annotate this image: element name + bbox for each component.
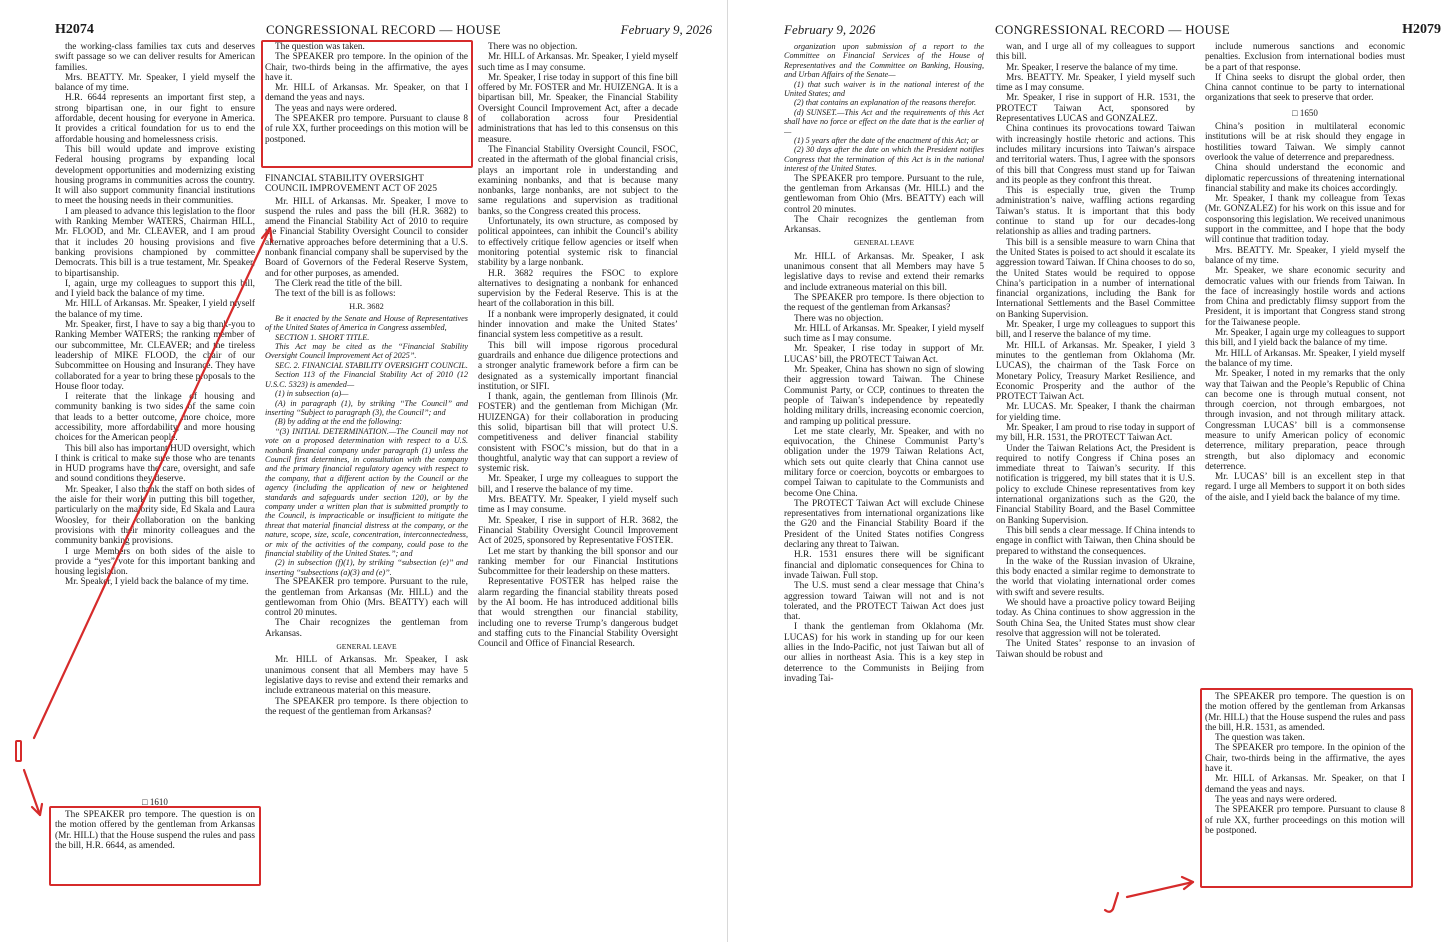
paragraph: (1) that such waiver is in the national interest of the United States; and bbox=[784, 79, 984, 99]
bill-number: H.R. 3682 bbox=[349, 301, 384, 311]
paragraph: The Financial Stability Oversight Council, FSOC, created in the aftermath of the global financial crisis, plays an important role in understanding and examining nonbanks, and that is because many nonbanks, large nonbanks, are not subject to the same regulations and supervision as traditional banks, so the Congress created this process. bbox=[478, 144, 678, 217]
header-date: February 9, 2026 bbox=[784, 22, 876, 37]
left-col-3 bbox=[478, 42, 678, 882]
page-number: H2079 bbox=[1402, 22, 1441, 37]
paragraph: This bill also has important HUD oversight, which I think is critical to make sure those who are tenants in HUD programs have the care, oversight, and safe and sound conditions they deserve. bbox=[55, 443, 255, 485]
paragraph: H.R. 3682 requires the FSOC to explore alternatives to designating a nonbank for enhanced supervision by the Federal Reserve. This is at the heart of the collaboration in this bill. bbox=[478, 268, 678, 310]
paragraph: Be it enacted by the Senate and House of Representatives of the United States of America in Congress assembled, bbox=[265, 313, 468, 333]
paragraph: Let me state clearly, Mr. Speaker, and with no equivocation, the Chinese Communist Party’s obligation under the 1979 Taiwan Relations Act, which sets out quite clearly that China cannot use military force or coercion, boycotts or embargoes to compel Taiwan to capitulate to the Communists and become One China. bbox=[784, 426, 984, 499]
paragraph: (2) that contains an explanation of the reasons therefor. bbox=[794, 98, 976, 108]
paragraph: China continues its provocations toward Taiwan with increasingly hostile rhetoric and actions. This includes military incursions into Taiwan’s airspace and territorial waters. Thus, I agree with the sponsors of this bill that Congress must stand up for Taiwan and its people as they confront this threat. bbox=[996, 124, 1195, 186]
paragraph: China’s position in multilateral economic institutions will be at risk should they engage in hostilities toward Taiwan. We simply cannot overlook the value of deterrence and preparedness. bbox=[1205, 122, 1405, 163]
paragraph: I thank the gentleman from Oklahoma (Mr. LUCAS) for his work in standing up for our keen allies in the Indo-Pacific, not just Taiwan but all of our allies in northeast Asia. This is a key step in deterrence to the Communists in Beijing from invading Tai- bbox=[784, 622, 984, 684]
time-marker: □ 1650 bbox=[1292, 107, 1318, 118]
paragraph: This bill would update and improve existing Federal housing programs by expanding local development opportunities and modernizing existing housing programs in communities across the country. It will also support community financial institutions to meet the housing needs in their communities. bbox=[55, 144, 255, 207]
right-col-3 bbox=[1205, 42, 1405, 687]
paragraph: The Chair recognizes the gentleman from Arkansas. bbox=[784, 214, 984, 236]
paragraph: The text of the bill is as follows: bbox=[275, 289, 396, 300]
paragraph: The SPEAKER pro tempore. In the opinion of the Chair, two-thirds being in the affirmative, the ayes have it. bbox=[265, 52, 468, 83]
paragraph: The U.S. must send a clear message that China’s aggression toward Taiwan will not and is not tolerated, and the PROTECT Taiwan Act does just that. bbox=[784, 581, 984, 623]
paragraph: Mr. Speaker, I rise in support of H.R. 1531, the PROTECT Taiwan Act, sponsored by Representatives LUCAS and GONZALEZ. bbox=[996, 93, 1195, 125]
paragraph: The PROTECT Taiwan Act will exclude Chinese representatives from international organizations like the G20 and the Financial Stability Board if the President of the United States notifies Congress declaring any threat to Taiwan. bbox=[784, 498, 984, 551]
paragraph: This is especially true, given the Trump administration’s naive, waffling actions regarding Taiwan’s status. It is important that this body continue to stand up for our decades-long relationship as allies and trading partners. bbox=[996, 186, 1195, 238]
page-number: H2074 bbox=[55, 22, 94, 37]
paragraph: Let me start by thanking the bill sponsor and our ranking member for our Financial Institutions Subcommittee for their leadership on these matters. bbox=[478, 546, 678, 578]
paragraph: I, again, urge my colleagues to support this bill, and I yield back the balance of my time. bbox=[55, 278, 255, 300]
paragraph: (2) 30 days after the date on which the President notifies Congress that the termination of this Act is in the national interest of the United States. bbox=[784, 145, 984, 174]
right-col-1 bbox=[784, 42, 984, 892]
paragraph: The SPEAKER pro tempore. Pursuant to the rule, the gentleman from Arkansas (Mr. HILL) and the gentlewoman from Ohio (Mrs. BEATTY) each will control 20 minutes. bbox=[265, 577, 468, 619]
paragraph: the working-class families tax cuts and deserves swift passage so we can deliver results for American families. bbox=[55, 42, 255, 73]
left-col-1 bbox=[55, 42, 255, 794]
paragraph: Mr. HILL of Arkansas. Mr. Speaker, on that I demand the yeas and nays. bbox=[1205, 774, 1405, 795]
paragraph: Mr. HILL of Arkansas. Mr. Speaker, I ask unanimous consent that all Members may have 5 legislative days to revise and extend their remarks and include extraneous material on this bill. bbox=[784, 251, 984, 293]
right-col-3-body bbox=[1205, 42, 1405, 104]
page-header bbox=[55, 22, 712, 40]
header-date: February 9, 2026 bbox=[620, 22, 712, 37]
paragraph: Mr. Speaker, first, I have to say a big thank-you to Ranking Member WATERS; the ranking member of our subcommittee, Mr. CLEAVER; and the tireless leadership of MIKE FLOOD, the chair of our Subcommittee on Housing and Insurance. They have collaborated for a year to bring these proposals to the House floor today. bbox=[55, 320, 255, 392]
paragraph: Mr. LUCAS. Mr. Speaker, I thank the chairman for yielding time. bbox=[996, 402, 1195, 423]
right-col-2 bbox=[996, 42, 1195, 892]
paragraph: Unfortunately, its own structure, as composed by political appointees, can inhibit the Council’s ability to effectively critique fellow agencies or itself when monitoring potential systemic risk to financial stability by a large nonbank. bbox=[478, 217, 678, 269]
paragraph: The United States’ response to an invasion of Taiwan should be robust and bbox=[996, 639, 1195, 660]
paragraph: The SPEAKER pro tempore. The question is on the motion offered by the gentleman from Arkansas (Mr. HILL) that the House suspend the rules and pass the bill, H.R. 6644, as amended. bbox=[55, 810, 255, 851]
paragraph: Mr. Speaker, I reserve the balance of my time. bbox=[1006, 62, 1178, 73]
paragraph: In the wake of the Russian invasion of Ukraine, this body enacted a similar regime to demonstrate to the world that violating international order comes with swift and severe results. bbox=[996, 556, 1195, 598]
paragraph: If a nonbank were improperly designated, it could hinder innovation and make the United States’ financial system less competitive as a result. bbox=[478, 309, 678, 341]
paragraph: I am pleased to advance this legislation to the floor with Ranking Member WATERS, Chairman HILL, Mr. FLOOD, and Mr. CLEAVER, and I am proud that it includes 20 housing provisions and five banking provisions championed by committee Democrats. This bill is a true testament, Mr. Speaker, to bipartisanship. bbox=[55, 206, 255, 279]
paragraph: China should understand the economic and diplomatic repercussions of threatening international financial stability and make its choices accordingly. bbox=[1205, 163, 1405, 194]
paragraph: include numerous sanctions and economic penalties. Exclusion from international bodies must be a part of that response. bbox=[1205, 42, 1405, 73]
paragraph: This bill sends a clear message. If China intends to engage in conflict with Taiwan, then China should be prepared to withstand the consequences. bbox=[996, 525, 1195, 557]
paragraph: Mr. Speaker, I am proud to rise today in support of my bill, H.R. 1531, the PROTECT Taiwan Act. bbox=[996, 422, 1195, 444]
paragraph: There was no objection. bbox=[488, 42, 578, 52]
paragraph: Mr. HILL of Arkansas. Mr. Speaker, I yield 3 minutes to the gentleman from Oklahoma (Mr. LUCAS), the chairman of the Task Force on Monetary Policy, Treasury Market Resilience, and Economic Prosperity and the author of the PROTECT Taiwan Act. bbox=[996, 340, 1195, 403]
paragraph: (A) in paragraph (1), by striking ‘‘The Council’’ and inserting ‘‘Subject to paragraph (3), the Council’’; and bbox=[265, 398, 468, 417]
paragraph: Mr. HILL of Arkansas. Mr. Speaker, I yield myself the balance of my time. bbox=[55, 299, 255, 320]
paragraph: The question was taken. bbox=[1215, 733, 1305, 744]
paragraph: I thank, again, the gentleman from Illinois (Mr. FOSTER) and the gentleman from Michigan (Mr. HUIZENGA) for their collaboration in producing this solid, bipartisan bill that will protect U.S. competitiveness and deliver financial stability consistent with FSOC’s mission, but do that in a thoughtful, analytic way that can support a review of systemic risk. bbox=[478, 392, 678, 475]
paragraph: Mr. Speaker, China has shown no sign of slowing their aggression toward Taiwan. The Chinese Communist Party, or CCP, continues to threaten the people of Taiwan’s independence by repeatedly holding military drills, increasing economic coercion, and ramping up political pressure. bbox=[784, 365, 984, 427]
paragraph: organization upon submission of a report to the Committee on Financial Services of the House of Representatives and the Committee on Banking, Housing, and Urban Affairs of the Senate— bbox=[784, 42, 984, 80]
paragraph: SECTION 1. SHORT TITLE. bbox=[275, 332, 370, 342]
general-leave-heading: GENERAL LEAVE bbox=[336, 642, 397, 652]
paragraph: wan, and I urge all of my colleagues to support this bill. bbox=[996, 42, 1195, 63]
paragraph: Mr. HILL of Arkansas. Mr. Speaker, on that I demand the yeas and nays. bbox=[265, 83, 468, 104]
paragraph: This bill is a sensible measure to warn China that the United States is poised to act should it escalate its aggression toward Taiwan. If China chooses to do so, the United States would be required to oppose China’s participation in a number of international financial organizations, including the Bank for International Settlements and the Basel Committee on Banking Supervision. bbox=[996, 237, 1195, 320]
right-col-1-body bbox=[784, 174, 984, 236]
paragraph: Mr. HILL of Arkansas. Mr. Speaker, I yield myself such time as I may consume. bbox=[478, 52, 678, 73]
paragraph: SEC. 2. FINANCIAL STABILITY OVERSIGHT COUNCIL. bbox=[275, 360, 468, 370]
paragraph: Mr. Speaker, I rise today in support of Mr. LUCAS’ bill, the PROTECT Taiwan Act. bbox=[784, 344, 984, 365]
left-col-2 bbox=[265, 168, 468, 888]
paragraph: (d) SUNSET.—This Act and the requirements of this Act shall have no force or effect on the date that is the earlier of— bbox=[784, 107, 984, 136]
paragraph: Mrs. BEATTY. Mr. Speaker, I yield myself such time as I may consume. bbox=[478, 495, 678, 516]
paragraph: This Act may be cited as the ‘‘Financial Stability Oversight Council Improvement Act of 2025’’. bbox=[265, 342, 468, 361]
paragraph: We should have a proactive policy toward Beijing today. As China continues to show aggression in the South China Sea, the United States must show clear resolve that aggression will not be tolerated. bbox=[996, 598, 1195, 639]
paragraph: The Clerk read the title of the bill. bbox=[275, 278, 403, 289]
paragraph: Mr. Speaker, we share economic security and democratic values with our friends from Taiwan. In the face of increasingly hostile words and actions from China and predictably flimsy support from the President, it is important that Congress stand strong for the Taiwanese people. bbox=[1205, 266, 1405, 328]
paragraph: Under the Taiwan Relations Act, the President is required to notify Congress if China poses an immediate threat to Taiwan’s security. If this notification is triggered, my bill states that it is U.S. policy to exclude Chinese representatives from key international organizations such as the G20, the Financial Stability Board, and the Basel Committee on Banking Supervision. bbox=[996, 443, 1195, 526]
paragraph: Mr. HILL of Arkansas. Mr. Speaker, I yield myself such time as I may consume. bbox=[784, 323, 984, 345]
paragraph: Mr. Speaker, I noted in my remarks that the only way that Taiwan and the People’s Republic of China can become one is through mutual consent, not through coercion, not through embargoes, not through invasion, and not through military attack. Congressman LUCAS’ bill is a commonsense measure to unify American policy of economic deterrence, military preparation, peace through strength, but also diplomacy and economic deterrence. bbox=[1205, 369, 1405, 472]
header-title: CONGRESSIONAL RECORD — HOUSE bbox=[265, 22, 502, 37]
paragraph: The SPEAKER pro tempore. Pursuant to the rule, the gentleman from Arkansas (Mr. HILL) and the gentlewoman from Ohio (Mrs. BEATTY) each will control 20 minutes. bbox=[784, 173, 984, 215]
paragraph: (B) by adding at the end the following: bbox=[275, 417, 403, 427]
paragraph: The SPEAKER pro tempore. Is there objection to the request of the gentleman from Arkansas? bbox=[784, 292, 984, 314]
paragraph: ‘‘(3) INITIAL DETERMINATION.—The Council may not vote on a proposed determination with respect to a U.S. nonbank financial company under paragraph (1) unless the Council first determines, in consultation with the company and the primary financial regulatory agency with respect to the company, that a different action by the Council or the agency (including the application of new or heightened standards and safeguards under section 120), or by the company under a written plan that is submitted promptly to the Council, is impracticable or insufficient to mitigate the threat that material financial distress at the company, or the nature, scope, size, scale, concentration, interconnectedness, or mix of the activities of the company, could pose to the financial stability of the United States.’’; and bbox=[265, 426, 468, 559]
paragraph: Mr. Speaker, I rise today in support of this fine bill offered by Mr. FOSTER and Mr. HUIZENGA. It is a bipartisan bill, Mr. Speaker, the Financial Stability Oversight Council Improvement Act, after a decade of collaboration across four Presidential administrations that has led to this consensus on this measure. bbox=[478, 72, 678, 145]
highlight-box-hr6644-vote bbox=[261, 40, 473, 168]
paragraph: I urge Members on both sides of the aisle to provide a “yes” vote for this important banking and housing legislation. bbox=[55, 546, 255, 578]
paragraph: Section 113 of the Financial Stability Act of 2010 (12 U.S.C. 5323) is amended— bbox=[265, 370, 468, 389]
paragraph: Mr. Speaker, I rise in support of H.R. 3682, the Financial Stability Oversight Council Improvement Act of 2025, sponsored by Representative FOSTER. bbox=[478, 515, 678, 547]
general-leave-heading: GENERAL LEAVE bbox=[853, 238, 915, 248]
bill-text bbox=[784, 42, 984, 174]
paragraph: The SPEAKER pro tempore. The question is on the motion offered by the gentleman from Arkansas (Mr. HILL) that the House suspend the rules and pass the bill, H.R. 1531, as amended. bbox=[1205, 692, 1405, 733]
paragraph: H.R. 1531 ensures there will be significant financial and diplomatic consequences for China to invade Taiwan. Full stop. bbox=[784, 550, 984, 581]
paragraph: (1) in subsection (a)— bbox=[275, 389, 349, 399]
right-col-3-body-b bbox=[1205, 122, 1405, 503]
paragraph: Mr. HILL of Arkansas. Mr. Speaker, I ask unanimous consent that all Members may have 5 legislative days to revise and extend their remarks and include extraneous material on this measure. bbox=[265, 655, 468, 697]
paragraph: This bill will impose rigorous procedural guardrails and enhance due diligence protections and a stronger analytic framework before a firm can be designated as a systemically important financial institution, or SIFI. bbox=[478, 340, 678, 392]
paragraph: Mr. Speaker, I urge my colleagues to support this bill, and I reserve the balance of my time. bbox=[996, 320, 1195, 341]
paragraph: The yeas and nays were ordered. bbox=[1215, 794, 1337, 805]
left-col-2-body bbox=[265, 197, 468, 300]
left-col-2-tail-2 bbox=[265, 655, 468, 717]
time-marker: □ 1610 bbox=[142, 797, 168, 807]
paragraph: Mr. Speaker, I yield back the balance of my time. bbox=[65, 577, 249, 588]
highlight-box-hr1531 bbox=[1200, 688, 1413, 888]
paragraph: The Chair recognizes the gentleman from Arkansas. bbox=[265, 618, 468, 639]
bill-text bbox=[265, 314, 468, 577]
section-heading: FINANCIAL STABILITY OVERSIGHT COUNCIL IMPROVEMENT ACT OF 2025 bbox=[265, 173, 437, 195]
left-col-2-tail bbox=[265, 577, 468, 639]
paragraph: The yeas and nays were ordered. bbox=[275, 103, 397, 114]
paragraph: Mrs. BEATTY. Mr. Speaker, I yield myself the balance of my time. bbox=[55, 72, 255, 94]
paragraph: The SPEAKER pro tempore. In the opinion of the Chair, two-thirds being in the affirmative, the ayes have it. bbox=[1205, 743, 1405, 775]
paragraph: H.R. 6644 represents an important first step, a strong bipartisan one, in our fight to ensure affordable, decent housing for everyone in America. It provides a critical foundation for us to end the affordable housing and homelessness crisis. bbox=[55, 93, 255, 145]
header-title: CONGRESSIONAL RECORD — HOUSE bbox=[994, 22, 1231, 37]
paragraph: The question was taken. bbox=[275, 42, 365, 52]
page-header bbox=[784, 22, 1441, 40]
paragraph: (1) 5 years after the date of the enactment of this Act; or bbox=[794, 136, 979, 146]
paragraph: Mr. Speaker, I also thank the staff on both sides of the aisle for their work in putting this bill together, particularly on the majority side, Ed Skala and Laura Woosley, for their collaboration on the banking provisions with their minority colleagues and the community banking provisions. bbox=[55, 484, 255, 547]
paragraph: The SPEAKER pro tempore. Pursuant to clause 8 of rule XX, further proceedings on this motion will be postponed. bbox=[1205, 805, 1405, 836]
paragraph: Mrs. BEATTY. Mr. Speaker, I yield myself the balance of my time. bbox=[1205, 245, 1405, 266]
paragraph: Representative FOSTER has helped raise the alarm regarding the financial stability threats posed by the AI boom. He has introduced additional bills that would strengthen our financial stability, including one to reverse Trump’s dangerous budget and staffing cuts to the Financial Stability Oversight Council and Office of Financial Research. bbox=[478, 577, 678, 650]
right-col-1-body-b bbox=[784, 252, 984, 684]
paragraph: Mr. HILL of Arkansas. Mr. Speaker, I move to suspend the rules and pass the bill (H.R. 3682) to amend the Financial Stability Act of 2010 to require the Financial Stability Oversight Council to consider alternative approaches before determining that a U.S. nonbank financial company shall be supervised by the Board of Governors of the Federal Reserve System, and for other purposes, as amended. bbox=[265, 196, 468, 279]
paragraph: (2) in subsection (f)(1), by striking ‘‘subsection (e)’’ and inserting ‘‘subsections (a)(3) and (e)’’. bbox=[265, 558, 468, 577]
paragraph: Mr. LUCAS’ bill is an excellent step in that regard. I urge all Members to support it on both sides of the aisle, and I yield back the balance of my time. bbox=[1205, 472, 1405, 503]
paragraph: The SPEAKER pro tempore. Pursuant to clause 8 of rule XX, further proceedings on this motion will be postponed. bbox=[265, 114, 468, 145]
paragraph: I reiterate that the linkage of housing and community banking is two sides of the same coin that leads to a better outcome, more choice, more accessibility, more affordability, and more housing choices for the American people. bbox=[55, 392, 255, 444]
highlight-box-hr6644-motion bbox=[49, 806, 261, 886]
paragraph: The SPEAKER pro tempore. Is there objection to the request of the gentleman from Arkansas? bbox=[265, 696, 468, 717]
paragraph: Mr. HILL of Arkansas. Mr. Speaker, I yield myself the balance of my time. bbox=[1205, 348, 1405, 369]
paragraph: Mr. Speaker, I urge my colleagues to support the bill, and I reserve the balance of my time. bbox=[478, 474, 678, 495]
paragraph: Mr. Speaker, I again urge my colleagues to support this bill, and I yield back the balance of my time. bbox=[1205, 328, 1405, 349]
paragraph: Mr. Speaker, I thank my colleague from Texas (Mr. GONZALEZ) for his work on this issue and for cosponsoring this legislation. We received unanimous support in the committee, and I hope that the body will continue that tradition today. bbox=[1205, 194, 1405, 246]
paragraph: If China seeks to disrupt the global order, then China cannot continue to be party to international organizations that seek to preserve that order. bbox=[1205, 72, 1405, 104]
paragraph: There was no objection. bbox=[794, 313, 884, 324]
paragraph: Mrs. BEATTY. Mr. Speaker, I yield myself such time as I may consume. bbox=[996, 72, 1195, 94]
